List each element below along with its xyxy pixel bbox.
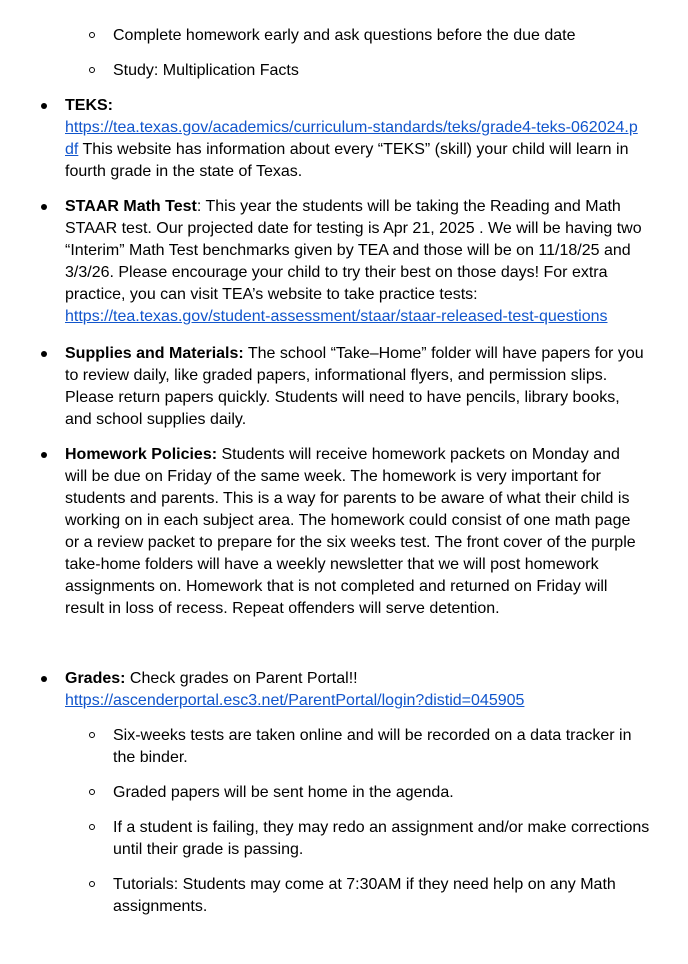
grades-item — [65, 668, 645, 712]
list-item-text: If a student is failing, they may redo an assignment and/or make corrections until their grade is passing. — [113, 819, 650, 858]
hollow-bullet-icon — [89, 732, 95, 738]
bullet-icon — [41, 103, 47, 109]
supplies-item — [65, 343, 645, 431]
hollow-bullet-icon — [89, 881, 95, 887]
supplies-label: Supplies and Materials: — [65, 345, 244, 362]
list-item-text: Tutorials: Students may come at 7:30AM if they need help on any Math assignments. — [113, 876, 616, 915]
homework-label: Homework Policies: — [65, 446, 218, 463]
staar-text: : This year the students will be taking the Reading and Math STAAR test. Our projected date for testing is Apr 21, 2025 . We will be having two “Interim” Math Test benchmarks given by TEA and those will be on 11/18/25 and 3/3/26. Please encourage your child to try their best on those days! For extra practice, you can visit TEA’s website to take practice tests: — [65, 198, 642, 303]
hollow-bullet-icon — [89, 32, 95, 38]
staar-item — [65, 196, 645, 328]
list-item-text: Complete homework early and ask questions before the due date — [113, 27, 576, 44]
list-item — [113, 25, 653, 47]
grades-link[interactable]: https://ascenderportal.esc3.net/ParentPortal/login?distid=045905 — [65, 692, 525, 709]
bullet-icon — [41, 204, 47, 210]
supplies-text: The school “Take–Home” folder will have papers for you to review daily, like graded papers, informational flyers, and permission slips. Please return papers quickly. Students will need to have pencils, library books, and school supplies daily. — [65, 345, 644, 428]
homework-text: Students will receive homework packets on Monday and will be due on Friday of the same week. The homework is very important for students and parents. This is a way for parents to be aware of what their child is working on in each subject area. The homework could consist of one math page or a review packet to prepare for the six weeks test. The front cover of the purple take-home folders will have a weekly newsletter that we will post homework assignments on. Homework that is not completed and returned on Friday will result in loss of recess. Repeat offenders will serve detention. — [65, 446, 636, 617]
list-item — [113, 874, 653, 918]
homework-item — [65, 444, 645, 620]
grades-label: Grades: — [65, 670, 126, 687]
list-item — [113, 60, 653, 82]
bullet-icon — [41, 452, 47, 458]
list-item — [113, 782, 653, 804]
list-item — [113, 725, 653, 769]
teks-text: This website has information about every “TEKS” (skill) your child will learn in fourth grade in the state of Texas. — [65, 141, 629, 180]
list-item — [113, 817, 653, 861]
list-item-text: Study: Multiplication Facts — [113, 62, 299, 79]
list-item-text: Six-weeks tests are taken online and will be recorded on a data tracker in the binder. — [113, 727, 632, 766]
hollow-bullet-icon — [89, 67, 95, 73]
teks-item — [65, 95, 645, 183]
hollow-bullet-icon — [89, 789, 95, 795]
hollow-bullet-icon — [89, 824, 95, 830]
grades-text: Check grades on Parent Portal!! — [125, 670, 358, 687]
list-item-text: Graded papers will be sent home in the agenda. — [113, 784, 454, 801]
staar-label: STAAR Math Test — [65, 198, 197, 215]
teks-label: TEKS: — [65, 97, 113, 114]
staar-link[interactable]: https://tea.texas.gov/student-assessment/staar/staar-released-test-questions — [65, 308, 608, 325]
teks-link[interactable]: https://tea.texas.gov/academics/curriculum-standards/teks/grade4-teks-062024.pdf — [65, 119, 638, 158]
bullet-icon — [41, 351, 47, 357]
bullet-icon — [41, 676, 47, 682]
